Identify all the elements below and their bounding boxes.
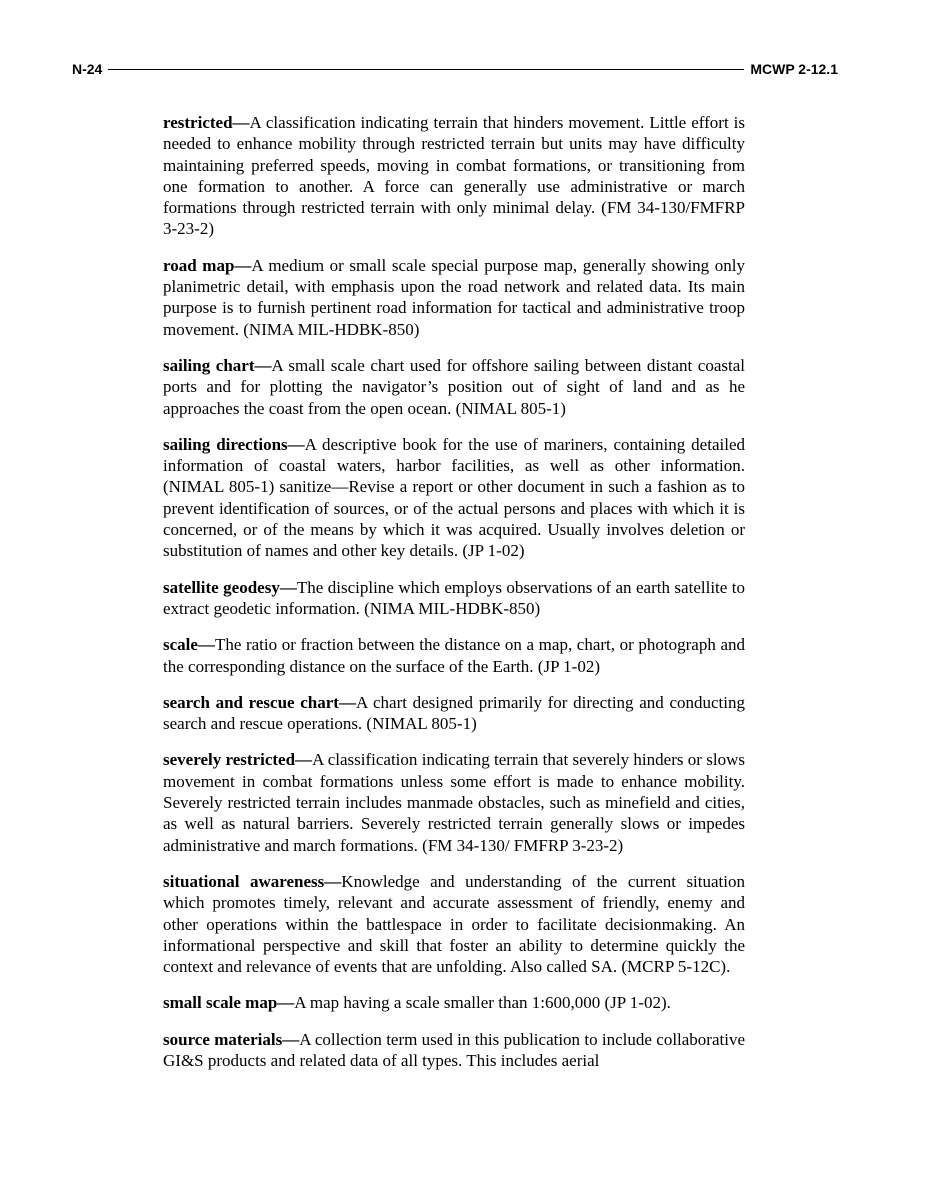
glossary-entry [163, 1029, 745, 1072]
glossary-term: situational awareness— [163, 871, 342, 891]
glossary-term: scale— [163, 635, 215, 655]
glossary-definition: A classification indicating terrain that severely hinders or slows movement in combat formations unless some effort is made to enhance mobility. Severely restricted terrain includes manmade obstacles, such as minefield and cities, as well as natural barriers. Severely restricted terrain generally slows or impedes administrative and march formations. (FM 34-130/ FMFRP 3-23-2) [163, 750, 745, 855]
glossary-definition: A medium or small scale special purpose map, generally showing only planimetric detail, with emphasis upon the road network and related data. Its main purpose is to furnish pertinent road information for tactical and administrative troop movement. (NIMA MIL-HDBK-850) [163, 255, 745, 339]
glossary-entry [163, 255, 745, 340]
glossary-definition: Knowledge and understanding of the current situation which promotes timely, relevant and accurate assessment of friendly, enemy and other operations within the battlespace in order to facilitate decisionmaking. An informational perspective and skill that foster an ability to determine quickly the context and relevance of events that are unfolding. Also called SA. (MCRP 5-12C). [163, 871, 745, 977]
glossary-entry [163, 577, 745, 620]
glossary-definition: A chart designed primarily for directing and conducting search and rescue operations. (NIMAL 805-1) [163, 692, 745, 734]
page-header [72, 58, 838, 80]
glossary-entry [163, 434, 745, 562]
publication-id: MCWP 2-12.1 [750, 61, 838, 77]
glossary-definition: The ratio or fraction between the distance on a map, chart, or photograph and the corresponding distance on the surface of the Earth. (JP 1-02) [163, 635, 745, 676]
glossary-entry [163, 749, 745, 855]
glossary-term: restricted— [163, 113, 250, 132]
glossary-term: satellite geodesy— [163, 577, 297, 597]
glossary-definition: A descriptive book for the use of mariners, containing detailed information of coastal waters, harbor facilities, as well as other information. (NIMAL 805-1) sanitize—Revise a report or other document in such a fashion as to prevent identification of sources, or of the actual persons and places with which it is concerned, or of the means by which it was acquired. Usually involves deletion or substitution of names and other key details. (JP 1-02) [163, 434, 745, 561]
glossary-term: road map— [163, 255, 252, 275]
glossary-entry [163, 871, 745, 977]
glossary-term: severely restricted— [163, 750, 313, 770]
glossary-term: search and rescue chart— [163, 692, 356, 712]
glossary-entry [163, 634, 745, 677]
glossary-entry [163, 992, 745, 1013]
glossary-definition: The discipline which employs observations of an earth satellite to extract geodetic information. (NIMA MIL-HDBK-850) [163, 577, 746, 618]
glossary-term: sailing chart— [163, 355, 272, 375]
glossary-entry [163, 692, 745, 735]
glossary-definition: A classification indicating terrain that hinders movement. Little effort is needed to enhance mobility through restricted terrain but units may have difficulty maintaining preferred speeds, moving in combat formations, or transitioning from one formation to another. A force can generally use administrative or march formations through restricted terrain with only minimal delay. (FM 34-130/FMFRP 3-23-2) [163, 113, 745, 239]
glossary-term: small scale map— [163, 993, 295, 1013]
glossary-term: source materials— [163, 1029, 300, 1049]
glossary-body [163, 112, 745, 1086]
page-number: N-24 [72, 61, 103, 77]
glossary-term: sailing directions— [163, 434, 305, 454]
glossary-entry [163, 355, 745, 419]
glossary-definition: A map having a scale smaller than 1:600,000 (JP 1-02). [294, 993, 671, 1013]
glossary-definition: A small scale chart used for offshore sailing between distant coastal ports and for plotting the navigator’s position out of sight of land and as he approaches the coast from the open ocean. (NIMAL 805-1) [163, 355, 746, 418]
header-rule [108, 69, 744, 70]
glossary-entry [163, 112, 745, 240]
glossary-definition: A collection term used in this publication to include collaborative GI&S products and related data of all types. This includes aerial [163, 1029, 746, 1070]
